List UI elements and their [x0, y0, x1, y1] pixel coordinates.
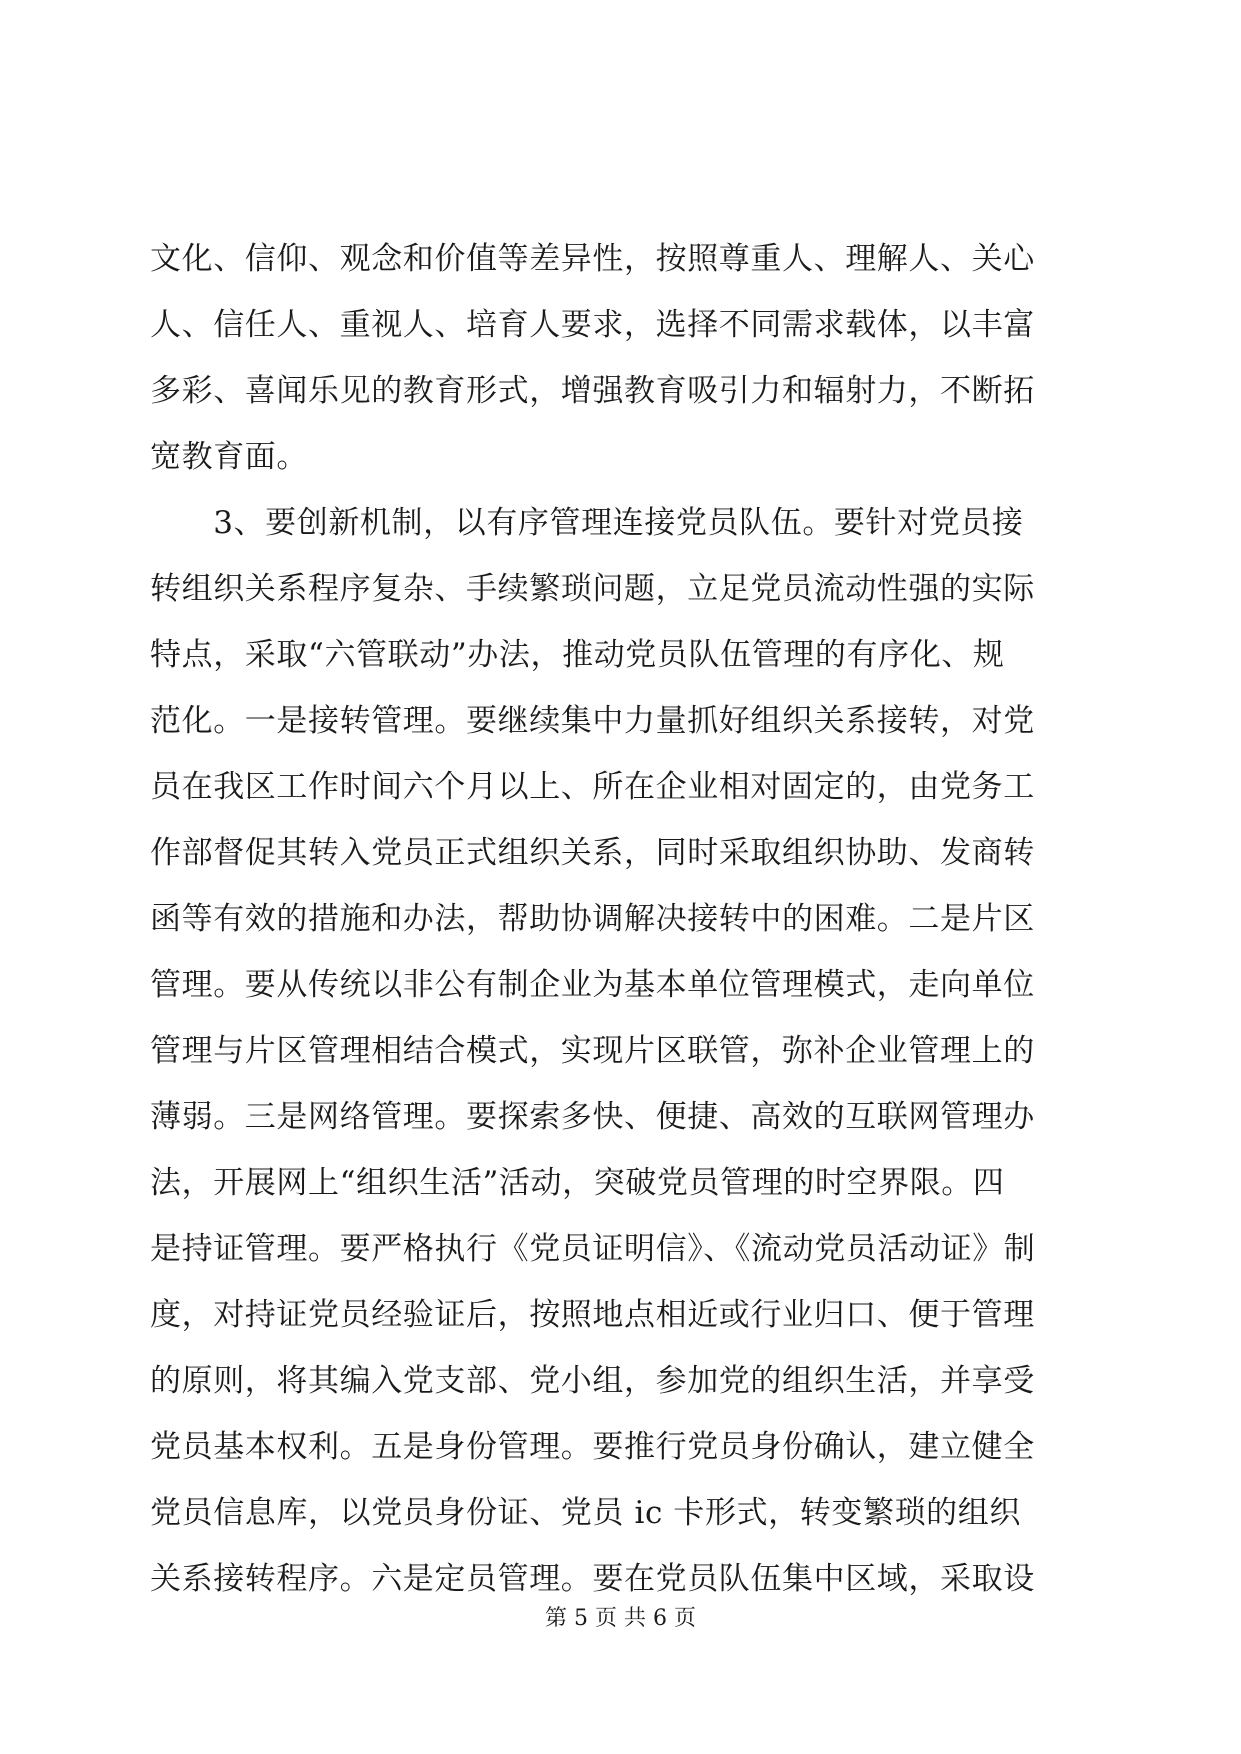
- text-line: 人、信任人、重视人、培育人要求，选择不同需求载体，以丰富: [150, 307, 1035, 343]
- text-line: 文化、信仰、观念和价值等差异性，按照尊重人、理解人、关心: [150, 241, 1035, 277]
- text-line: 宽教育面。: [150, 439, 308, 475]
- text-line: 管理。要从传统以非公有制企业为基本单位管理模式，走向单位: [150, 967, 1035, 1003]
- text-line: 范化。一是接转管理。要继续集中力量抓好组织关系接转，对党: [150, 703, 1035, 739]
- text-line: 关系接转程序。六是定员管理。要在党员队伍集中区域，采取设: [150, 1561, 1035, 1597]
- text-line: 转组织关系程序复杂、手续繁琐问题，立足党员流动性强的实际: [150, 571, 1035, 607]
- text-line: 的原则，将其编入党支部、党小组，参加党的组织生活，并享受: [150, 1363, 1035, 1399]
- text-line: 特点，采取“六管联动”办法，推动党员队伍管理的有序化、规: [150, 637, 1005, 673]
- text-line: 薄弱。三是网络管理。要探索多快、便捷、高效的互联网管理办: [150, 1099, 1035, 1135]
- text-line: 党员信息库，以党员身份证、党员 ic 卡形式，转变繁琐的组织: [150, 1495, 1021, 1531]
- text-line: 多彩、喜闻乐见的教育形式，增强教育吸引力和辐射力，不断拓: [150, 373, 1035, 409]
- page-number-footer: 第 5 页 共 6 页: [545, 1606, 696, 1631]
- text-line: 是持证管理。要严格执行《党员证明信》、《流动党员活动证》制: [150, 1231, 1036, 1267]
- text-line: 员在我区工作时间六个月以上、所在企业相对固定的，由党务工: [150, 769, 1035, 805]
- text-line: 3、要创新机制，以有序管理连接党员队伍。要针对党员接: [150, 505, 1024, 541]
- text-line: 管理与片区管理相结合模式，实现片区联管，弥补企业管理上的: [150, 1033, 1035, 1069]
- text-line: 函等有效的措施和办法，帮助协调解决接转中的困难。二是片区: [150, 901, 1035, 937]
- text-line: 法，开展网上“组织生活”活动，突破党员管理的时空界限。四: [150, 1165, 1005, 1201]
- body-text: [150, 226, 1092, 1612]
- text-line: 度，对持证党员经验证后，按照地点相近或行业归口、便于管理: [150, 1297, 1035, 1333]
- text-line: 作部督促其转入党员正式组织关系，同时采取组织协助、发商转: [150, 835, 1035, 871]
- text-line: 党员基本权利。五是身份管理。要推行党员身份确认，建立健全: [150, 1429, 1035, 1465]
